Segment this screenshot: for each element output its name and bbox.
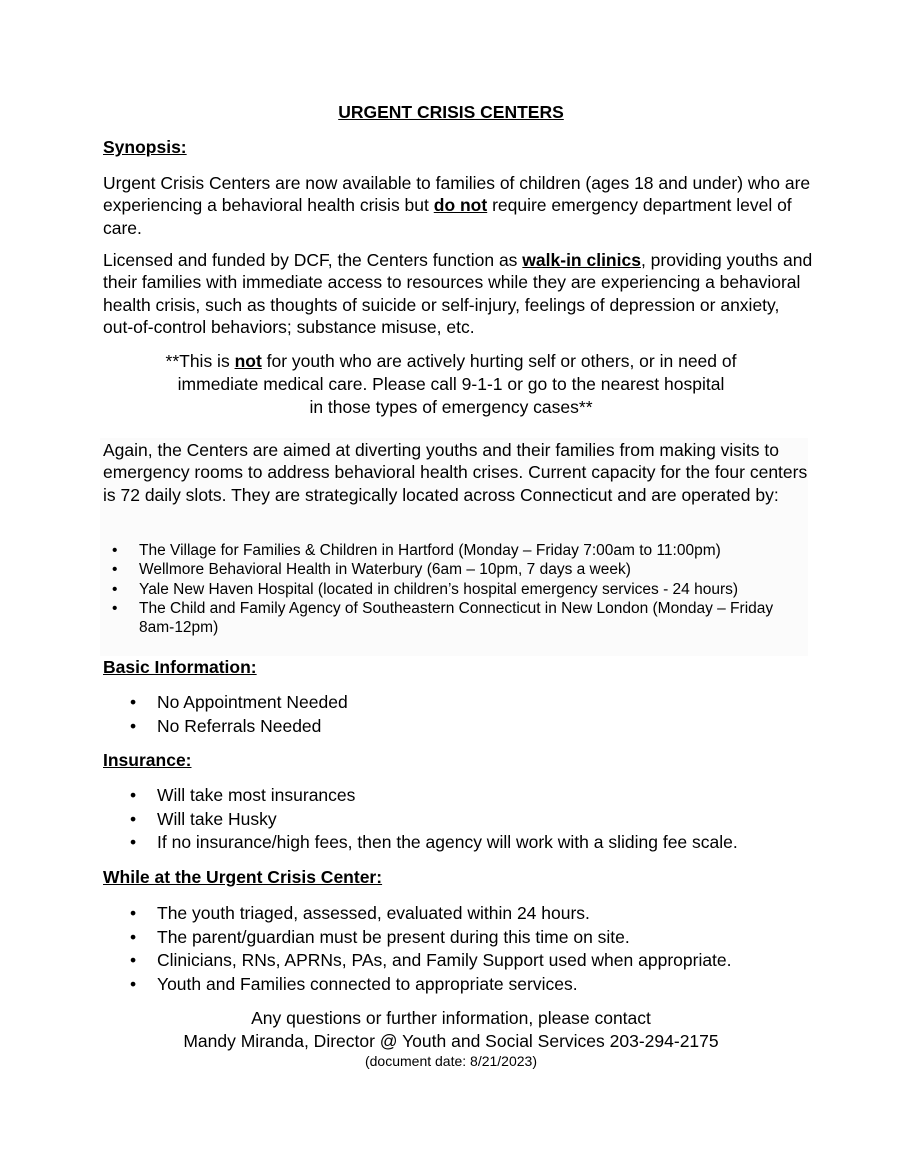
list-item: • Will take Husky	[103, 808, 823, 832]
list-item: • If no insurance/high fees, then the agency will work with a sliding fee scale.	[103, 831, 823, 855]
document-date: (document date: 8/21/2023)	[364, 1053, 537, 1069]
warning-note-line-2: immediate medical care. Please call 9-1-1 or go to the nearest hospital	[177, 374, 725, 394]
synopsis-p1-text-end: require emergency department level of care.	[103, 195, 792, 238]
synopsis-p2-text: Licensed and funded by DCF, the Centers function as	[103, 250, 523, 270]
synopsis-p1-emphasis: do not	[433, 195, 488, 216]
synopsis-paragraph-3: Again, the Centers are aimed at diverting youths and their families from making visits to emergency rooms to address behavioral health crises. Current capacity for the four centers is 72 daily slots. They are strategically located across Connecticut and are operated by:	[103, 440, 808, 505]
contact-info	[0, 1007, 902, 1053]
insurance-heading: Insurance:	[103, 750, 192, 770]
list-item: • The youth triaged, assessed, evaluated within 24 hours.	[103, 902, 823, 926]
list-item: • Wellmore Behavioral Health in Waterbury (6am – 10pm, 7 days a week)	[103, 560, 793, 579]
synopsis-paragraph-2	[103, 249, 813, 338]
warning-note-emphasis: not	[234, 351, 262, 371]
synopsis-p2-text-end: , providing youths and their families with immediate access to resources while they are experiencing a behavioral health crisis, such as thoughts of suicide or self-injury, feelings of depression or anxiety, out-of-control behaviors; substance misuse, etc.	[103, 250, 813, 337]
list-item: • Yale New Haven Hospital (located in children’s hospital emergency services - 24 hours)	[103, 580, 793, 599]
warning-note-line-3: in those types of emergency cases**	[309, 397, 593, 417]
operators-list	[103, 541, 793, 637]
warning-note-text: **This is	[165, 351, 235, 371]
contact-line-2: Mandy Miranda, Director @ Youth and Social Services 203-294-2175	[183, 1031, 719, 1051]
while-at-center-list	[103, 902, 823, 996]
warning-note-text-end: for youth who are actively hurting self or others, or in need of	[261, 351, 737, 371]
list-item: • The Child and Family Agency of Southeastern Connecticut in New London (Monday – Friday 8am-12pm)	[103, 599, 793, 638]
basic-info-heading: Basic Information:	[103, 657, 257, 677]
list-item: • The parent/guardian must be present during this time on site.	[103, 926, 823, 950]
list-item: • Will take most insurances	[103, 784, 823, 808]
list-item: • The Village for Families & Children in Hartford (Monday – Friday 7:00am to 11:00pm)	[103, 541, 793, 560]
list-item: • No Appointment Needed	[103, 691, 823, 715]
list-item: • No Referrals Needed	[103, 715, 823, 739]
page-title: URGENT CRISIS CENTERS	[338, 102, 564, 122]
synopsis-heading: Synopsis:	[103, 137, 187, 157]
while-at-center-heading: While at the Urgent Crisis Center:	[103, 867, 383, 887]
synopsis-p2-emphasis: walk-in clinics	[522, 250, 641, 270]
synopsis-p1-text: Urgent Crisis Centers are now available to families of children (ages 18 and under) who are experiencing a behavioral health crisis but	[103, 173, 811, 216]
contact-line-1: Any questions or further information, please contact	[251, 1008, 651, 1028]
insurance-list	[103, 784, 823, 855]
list-item: • Youth and Families connected to appropriate services.	[103, 973, 823, 997]
list-item: • Clinicians, RNs, APRNs, PAs, and Family Support used when appropriate.	[103, 949, 823, 973]
synopsis-paragraph-1	[103, 172, 813, 239]
warning-note	[0, 350, 902, 419]
basic-info-list	[103, 691, 823, 738]
